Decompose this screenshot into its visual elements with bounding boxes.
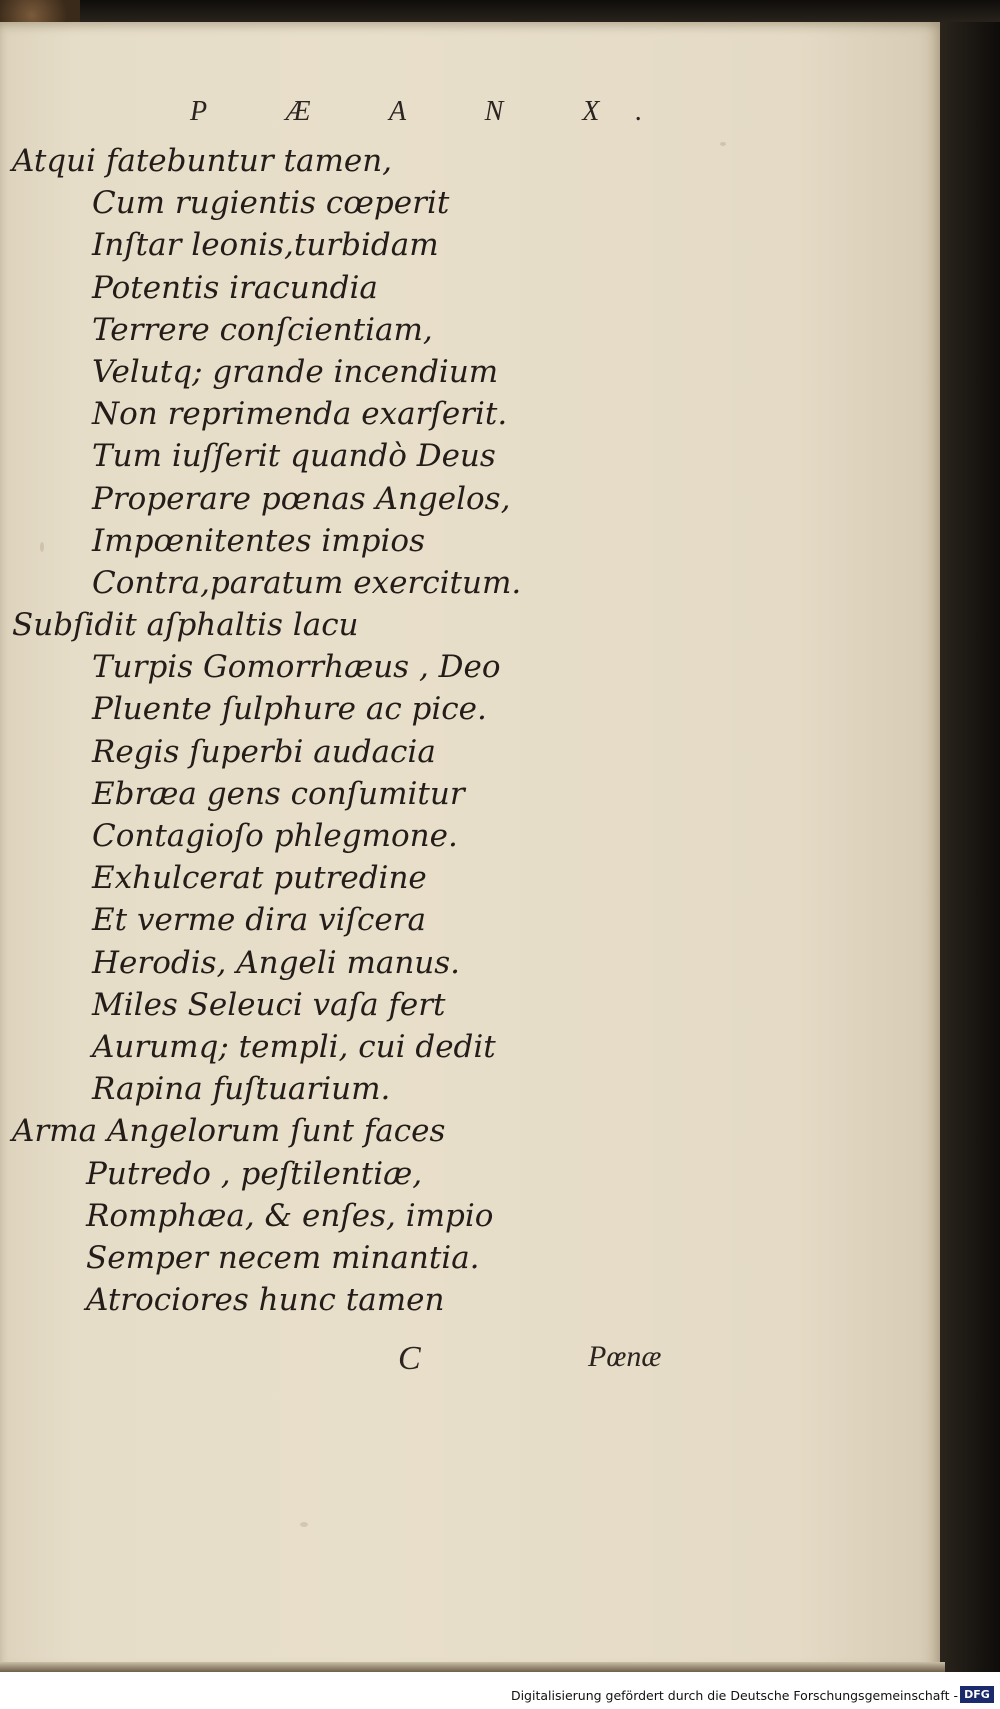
verse-line: Subſidit aſphaltis lacu xyxy=(12,607,359,644)
verse-line: Cum rugientis cœperit xyxy=(92,185,450,222)
scan-right-border xyxy=(940,22,1000,1672)
verse-line: Putredo , peſtilentiæ, xyxy=(86,1155,423,1192)
verse-line: Et verme dira viſcera xyxy=(92,902,427,939)
verse-line: Inſtar leonis,turbidam xyxy=(92,227,439,264)
verse-line: Ebræa gens conſumitur xyxy=(92,775,465,812)
verse-line: Tum iuſſerit quandò Deus xyxy=(92,438,496,475)
verse-body xyxy=(0,140,640,1321)
catchword: Pœnæ xyxy=(588,1340,662,1373)
verse-line: Turpis Gomorrhæus , Deo xyxy=(92,649,501,686)
verse-line: Regis ſuperbi audacia xyxy=(92,733,436,770)
verse-line: Arma Angelorum ſunt faces xyxy=(12,1113,446,1150)
verse-line: Rapina fuſtuarium. xyxy=(92,1071,391,1108)
digitization-credit: Digitalisierung gefördert durch die Deutsche Forschungsgemeinschaft - xyxy=(510,1688,958,1703)
verse-line: Potentis iracundia xyxy=(92,269,378,306)
verse-line: Semper necem minantia. xyxy=(86,1239,480,1276)
verse-line: Impœnitentes impios xyxy=(92,522,425,559)
verse-line: Herodis, Angeli manus. xyxy=(92,944,461,981)
verse-line: Atrociores hunc tamen xyxy=(86,1282,445,1319)
verse-line: Properare pœnas Angelos, xyxy=(92,480,511,517)
verse-line: Contra,paratum exercitum. xyxy=(92,564,522,601)
verse-line: Velutq; grande incendium xyxy=(92,353,499,390)
signature-mark: C xyxy=(398,1340,421,1377)
verse-line: Pluente ſulphure ac pice. xyxy=(92,691,487,728)
verse-line: Contagioſo phlegmone. xyxy=(92,818,458,854)
running-head: P Æ A N X. xyxy=(190,96,679,127)
verse-line: Aurumq; templi, cui dedit xyxy=(92,1028,496,1065)
verse-line: Miles Seleuci vaſa fert xyxy=(92,986,446,1023)
paper-speck xyxy=(720,142,726,146)
dfg-logo: DFG xyxy=(960,1686,994,1703)
verse-line: Non reprimenda exarſerit. xyxy=(92,396,508,433)
verse-line: Exhulcerat putredine xyxy=(92,860,427,897)
verse-line: Terrere conſcientiam, xyxy=(92,311,433,348)
verse-line: Atqui fatebuntur tamen, xyxy=(12,143,393,179)
paper-speck xyxy=(300,1522,308,1527)
verse-line: Romphæa, & enſes, impio xyxy=(86,1197,494,1234)
scan-top-border xyxy=(0,0,1000,24)
